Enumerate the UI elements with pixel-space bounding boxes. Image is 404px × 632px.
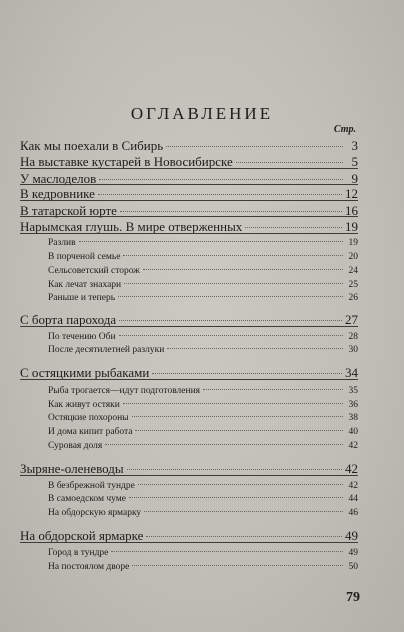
dot-leader	[135, 429, 343, 431]
divider	[20, 379, 358, 380]
dot-leader	[123, 402, 343, 404]
dot-leader	[120, 210, 342, 212]
toc-entry-title: Суровая доля	[48, 441, 103, 451]
toc-entry-title: Зыряне-оленеводы	[20, 461, 124, 476]
toc-entry-title: Сельсоветский сторож	[48, 266, 140, 276]
toc-entry-title: Как лечат знахари	[48, 280, 122, 290]
toc-subentry	[48, 386, 358, 396]
dot-leader	[105, 443, 343, 445]
dot-leader	[245, 226, 342, 228]
toc-entry-title: У маслоделов	[20, 171, 97, 186]
toc-entry-page: 49	[348, 548, 358, 558]
toc-entry-page: 5	[351, 154, 358, 169]
toc-entry-title: Рыба трогается—идут подготовления	[48, 386, 201, 396]
dot-leader	[132, 564, 343, 566]
toc-entry-page: 3	[351, 138, 358, 153]
toc-entry-title: В безбрежной тундре	[48, 481, 135, 491]
dot-leader	[98, 193, 342, 195]
toc-entry-page: 42	[348, 481, 358, 491]
toc-entry-title: В порченой семье	[48, 252, 121, 262]
dot-leader	[144, 510, 343, 512]
toc-entry-title: Раньше и теперь	[48, 293, 116, 303]
toc-entry-title: С остяцкими рыбаками	[20, 365, 150, 380]
toc-subentry	[48, 508, 358, 518]
dot-leader	[143, 268, 343, 270]
toc-entry-title: Город в тундре	[48, 548, 109, 558]
dot-leader	[79, 240, 343, 242]
toc-subentry	[48, 494, 358, 504]
dot-leader	[167, 347, 343, 349]
toc-subentry	[48, 332, 358, 342]
toc-subentry	[48, 441, 358, 451]
toc-entry-page: 42	[345, 461, 358, 476]
toc-entry-page: 26	[348, 293, 358, 303]
dot-leader	[166, 145, 343, 147]
toc-entry-title: После десятилетней разлуки	[48, 345, 165, 355]
toc-subentry	[48, 548, 358, 558]
toc-entry-title: С борта парохода	[20, 312, 117, 327]
toc-entry-page: 34	[345, 365, 358, 380]
toc-entry-page: 25	[348, 280, 358, 290]
toc-entry-page: 46	[348, 508, 358, 518]
toc-entry-page: 42	[348, 441, 358, 451]
toc-entry-page: 30	[348, 345, 358, 355]
toc-entry-page: 36	[348, 400, 358, 410]
toc-subentry	[48, 266, 358, 276]
toc-entry-page: 44	[348, 494, 358, 504]
page-column-label: Стр.	[333, 124, 356, 135]
toc-entry-title: На обдорской ярмарке	[20, 528, 144, 543]
divider	[20, 475, 358, 476]
toc-entry-title: По течению Оби	[48, 332, 116, 342]
divider	[20, 184, 358, 185]
divider	[20, 216, 358, 217]
toc-entry-title: На постоялом дворе	[48, 562, 130, 572]
toc-entry-page: 28	[348, 332, 358, 342]
dot-leader	[129, 496, 343, 498]
toc-entry-title: Нарымская глушь. В мире отверженных	[20, 219, 243, 234]
toc-entry-title: Остяцкие похороны	[48, 413, 129, 423]
dot-leader	[123, 254, 343, 256]
toc-entry-title: И дома кипит работа	[48, 427, 133, 437]
toc-subentry	[48, 345, 358, 355]
toc-entry-page: 19	[348, 238, 358, 248]
dot-leader	[203, 388, 343, 390]
divider	[20, 200, 358, 201]
dot-leader	[124, 282, 343, 284]
toc-entry-title: В самоедском чуме	[48, 494, 126, 504]
toc-subentry	[48, 481, 358, 491]
dot-leader	[132, 415, 343, 417]
divider	[20, 542, 358, 543]
toc-entry-page: 24	[348, 266, 358, 276]
toc-entry-page: 16	[345, 203, 358, 218]
dot-leader	[236, 161, 343, 163]
divider	[20, 233, 358, 234]
toc-entry-page: 9	[351, 171, 358, 186]
toc-entry	[20, 138, 358, 154]
toc-entry-page: 20	[348, 252, 358, 262]
dot-leader	[118, 295, 343, 297]
toc-entry-page: 35	[348, 386, 358, 396]
dot-leader	[127, 468, 342, 470]
dot-leader	[111, 550, 343, 552]
toc-entry-page: 49	[345, 528, 358, 543]
dot-leader	[146, 535, 342, 537]
dot-leader	[138, 483, 343, 485]
toc-entry-page: 19	[345, 219, 358, 234]
toc-entry-page: 12	[345, 186, 358, 201]
divider	[20, 326, 358, 327]
toc-subentry	[48, 238, 358, 248]
toc-subentry	[48, 252, 358, 262]
toc-entry-title: Как мы поехали в Сибирь	[20, 138, 164, 153]
toc-subentry	[48, 280, 358, 290]
page-title: ОГЛАВЛЕНИЕ	[130, 104, 274, 123]
dot-leader	[119, 334, 343, 336]
toc-entry-title: На обдорскую ярмарку	[48, 508, 142, 518]
toc-entry-title: В татарской юрте	[20, 203, 117, 218]
divider	[20, 168, 358, 169]
toc-subentry	[48, 562, 358, 572]
toc-entry-page: 38	[348, 413, 358, 423]
toc-entry-page: 27	[345, 312, 358, 327]
dot-leader	[119, 319, 342, 321]
toc-subentry	[48, 413, 358, 423]
toc-subentry	[48, 400, 358, 410]
toc-subentry	[48, 293, 358, 303]
dot-leader	[152, 372, 342, 374]
toc-entry-title: В кедровнике	[20, 186, 95, 201]
toc-entry-title: Как живут остяки	[48, 400, 120, 410]
toc-subentry	[48, 427, 358, 437]
toc-entry-title: На выставке кустарей в Новосибирске	[20, 154, 233, 169]
page-number: 79	[346, 590, 360, 605]
toc-entry-page: 50	[348, 562, 358, 572]
toc-entry-page: 40	[348, 427, 358, 437]
dot-leader	[99, 178, 343, 180]
toc-entry-title: Разлив	[48, 238, 76, 248]
